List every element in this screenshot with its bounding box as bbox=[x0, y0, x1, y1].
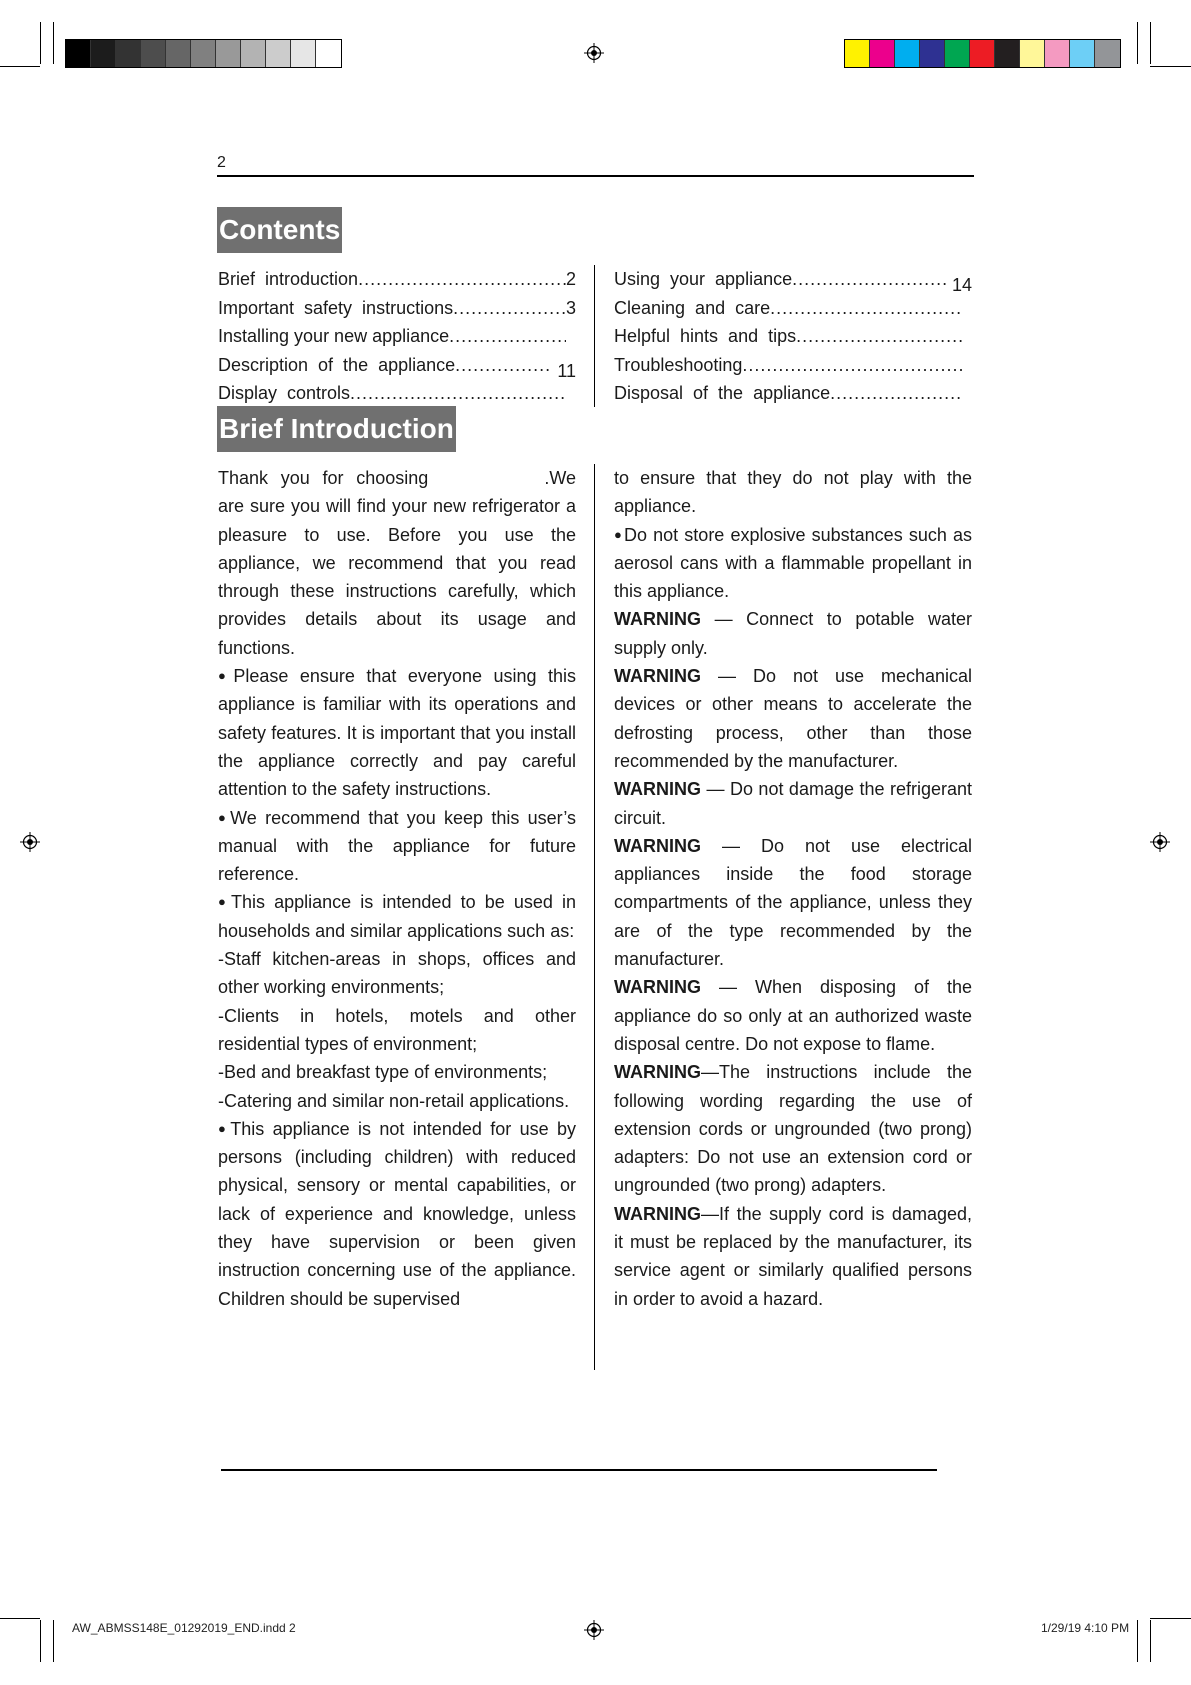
color-swatch bbox=[895, 40, 920, 67]
warning-item: WARNING—The instructions include the following wording regarding the use of extension cords or ungrounded (two prong) adapters: Do not use an extension cord or ungrounded (two prong) adapters. bbox=[614, 1062, 972, 1196]
toc-page-number: 2 bbox=[565, 269, 576, 289]
warning-label: WARNING bbox=[614, 1062, 701, 1083]
header-rule bbox=[217, 175, 974, 177]
contents-heading: Contents bbox=[217, 207, 342, 253]
bullet-item: ● This appliance is intended to be used in households and similar applications such as: bbox=[218, 888, 576, 945]
toc-leader bbox=[453, 294, 566, 323]
bullet-item: ● This appliance is not intended for use by persons (including children) with reduced physical, sensory or mental capabilities, or lack of experience and knowledge, unless they have supervision or been given instruction concerning use of the appliance. Children should be supervised bbox=[218, 1115, 576, 1313]
color-swatch bbox=[216, 40, 241, 67]
dash-item: -Bed and breakfast type of environments; bbox=[218, 1062, 548, 1083]
toc-leader bbox=[796, 322, 962, 351]
brief-introduction-heading: Brief Introduction bbox=[217, 406, 456, 452]
dash-item: -Catering and similar non-retail applications. bbox=[218, 1090, 570, 1111]
toc-page-number: 3 bbox=[565, 297, 576, 318]
warning-item: WARNING — Connect to potable water supply only. bbox=[614, 609, 972, 658]
trim-mark bbox=[53, 22, 54, 64]
toc-entry bbox=[218, 322, 576, 351]
column-divider bbox=[594, 464, 595, 1370]
toc-entry bbox=[614, 265, 972, 294]
color-swatch bbox=[1045, 40, 1070, 67]
toc-page-number: 11 bbox=[557, 360, 576, 381]
trim-mark bbox=[0, 1618, 40, 1619]
toc-page-number bbox=[962, 322, 972, 351]
trim-mark bbox=[1150, 66, 1191, 67]
trim-mark bbox=[40, 22, 41, 64]
trim-mark bbox=[40, 1620, 41, 1662]
warning-item: WARNING — When disposing of the appliance do so only at an authorized waste disposal centre. Do not expose to flame. bbox=[614, 977, 972, 1054]
warning-label: WARNING bbox=[614, 977, 701, 998]
toc-label: Display controls bbox=[218, 383, 351, 403]
toc-label: Installing your new appliance bbox=[218, 326, 450, 346]
bullet-item: ● Do not store explosive substances such as aerosol cans with a flammable propellant in this appliance. bbox=[614, 521, 972, 606]
dash-item: -Clients in hotels, motels and other residential types of environment; bbox=[218, 1005, 576, 1054]
color-swatch bbox=[945, 40, 970, 67]
intro-column-left bbox=[218, 464, 576, 1313]
toc-entry bbox=[614, 379, 972, 408]
toc-label: Using your appliance bbox=[614, 269, 793, 289]
toc-page-number bbox=[962, 351, 972, 380]
bullet-item: ● Please ensure that everyone using this appliance is familiar with its operations and safety features. It is important that you install the appliance correctly and pay careful attention to the safety instructions. bbox=[218, 662, 576, 803]
trim-mark bbox=[1137, 22, 1138, 64]
intro-column-right bbox=[614, 464, 972, 1313]
toc-page-number bbox=[566, 322, 576, 351]
toc-label: Troubleshooting bbox=[614, 354, 743, 375]
toc-entry bbox=[614, 294, 972, 323]
toc-leader bbox=[770, 294, 962, 323]
toc-label: Cleaning and care bbox=[614, 297, 771, 318]
color-swatch bbox=[1020, 40, 1045, 67]
warning-label: WARNING bbox=[614, 666, 701, 687]
trim-mark bbox=[1150, 22, 1151, 64]
color-swatch bbox=[870, 40, 895, 67]
trim-mark bbox=[1137, 1620, 1138, 1662]
color-swatch bbox=[1095, 40, 1120, 67]
contents-list-left bbox=[218, 265, 576, 408]
bullet-item: ● We recommend that you keep this user’s manual with the appliance for future reference. bbox=[218, 804, 576, 889]
dash-item: -Staff kitchen-areas in shops, offices and other working environments; bbox=[218, 949, 576, 998]
trim-mark bbox=[53, 1620, 54, 1662]
toc-leader bbox=[449, 322, 566, 351]
color-swatch bbox=[291, 40, 316, 67]
toc-leader bbox=[742, 351, 962, 380]
toc-leader bbox=[830, 379, 962, 408]
toc-label: Disposal of the appliance bbox=[614, 383, 831, 403]
color-swatch bbox=[141, 40, 166, 67]
toc-label: Important safety instructions bbox=[218, 297, 454, 318]
toc-leader bbox=[358, 265, 566, 294]
color-swatch bbox=[970, 40, 995, 67]
print-timestamp: 1/29/19 4:10 PM bbox=[1041, 1621, 1130, 1635]
page-number: 2 bbox=[217, 154, 226, 171]
warning-item: WARNING — Do not use electrical appliances inside the food storage compartments of the appliance, unless they are of the type recommended by the manufacturer. bbox=[614, 835, 972, 970]
color-swatch bbox=[266, 40, 291, 67]
warning-item: WARNING — Do not damage the refrigerant circuit. bbox=[614, 779, 972, 828]
grayscale-color-bar bbox=[65, 39, 342, 68]
toc-entry bbox=[614, 322, 972, 351]
toc-leader bbox=[792, 265, 946, 294]
toc-page-number: 14 bbox=[951, 275, 972, 295]
toc-entry bbox=[614, 351, 972, 380]
warning-label: WARNING bbox=[614, 779, 701, 800]
intro-paragraph: to ensure that they do not play with the appliance. bbox=[614, 468, 972, 517]
color-swatch bbox=[91, 40, 116, 67]
footer-rule bbox=[221, 1469, 937, 1471]
toc-label: Brief introduction bbox=[218, 269, 359, 289]
file-slug: AW_ABMSS148E_01292019_END.indd 2 bbox=[72, 1621, 296, 1635]
warning-item: WARNING—If the supply cord is damaged, it must be replaced by the manufacturer, its service agent or similarly qualified persons in order to avoid a hazard. bbox=[614, 1203, 972, 1309]
trim-mark bbox=[1150, 1618, 1191, 1619]
intro-paragraph: Thank you for choosing .We are sure you will find your new refrigerator a pleasure to use. Before you use the appliance, we recommend that you read through these instructions carefully, which provides details about its usage and functions. bbox=[218, 468, 576, 658]
toc-entry bbox=[218, 379, 576, 408]
color-swatch bbox=[845, 40, 870, 67]
column-divider bbox=[594, 265, 595, 407]
color-swatch bbox=[995, 40, 1020, 67]
warning-label: WARNING bbox=[614, 609, 701, 630]
registration-mark-icon bbox=[584, 1620, 604, 1640]
toc-label: Description of the appliance bbox=[218, 354, 456, 375]
toc-leader bbox=[455, 351, 551, 380]
toc-leader bbox=[350, 379, 566, 408]
process-color-bar bbox=[844, 39, 1121, 68]
trim-mark bbox=[1150, 1620, 1151, 1662]
registration-mark-icon bbox=[584, 43, 604, 63]
toc-entry bbox=[218, 265, 576, 294]
color-swatch bbox=[241, 40, 266, 67]
color-swatch bbox=[316, 40, 341, 67]
trim-mark bbox=[0, 66, 40, 67]
registration-mark-icon bbox=[20, 832, 40, 852]
contents-list-right bbox=[614, 265, 972, 408]
color-swatch bbox=[1070, 40, 1095, 67]
color-swatch bbox=[116, 40, 141, 67]
toc-entry bbox=[218, 351, 576, 380]
color-swatch bbox=[66, 40, 91, 67]
toc-page-number bbox=[962, 379, 972, 408]
color-swatch bbox=[920, 40, 945, 67]
warning-label: WARNING bbox=[614, 835, 701, 856]
color-swatch bbox=[191, 40, 216, 67]
toc-entry bbox=[218, 294, 576, 323]
registration-mark-icon bbox=[1150, 832, 1170, 852]
warning-item: WARNING — Do not use mechanical devices or other means to accelerate the defrosting process, other than those recommended by the manufacturer. bbox=[614, 666, 972, 771]
warning-label: WARNING bbox=[614, 1203, 701, 1224]
color-swatch bbox=[166, 40, 191, 67]
toc-label: Helpful hints and tips bbox=[614, 326, 797, 346]
